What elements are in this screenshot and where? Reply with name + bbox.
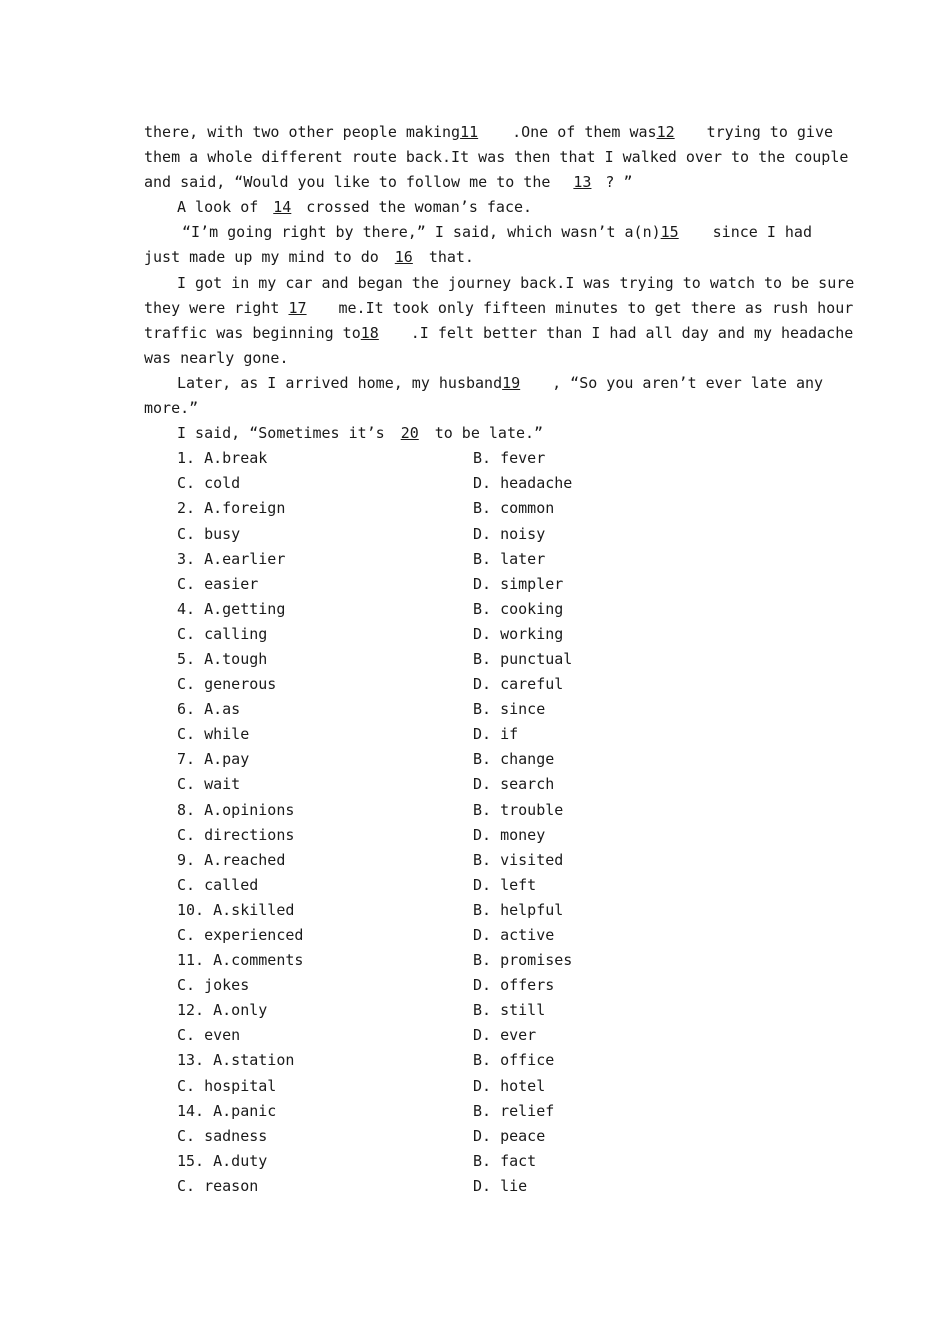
passage-text: to be late.” — [434, 424, 544, 443]
passage-text: , “So you aren’t ever late any — [552, 373, 824, 392]
blank-19: 19 — [502, 373, 521, 392]
option-left: 1. A.break — [177, 449, 268, 468]
option-right: B. trouble — [473, 800, 564, 819]
option-right: B. common — [473, 499, 555, 518]
option-row — [144, 446, 806, 471]
option-right: B. promises — [473, 951, 573, 970]
option-right: D. careful — [473, 675, 564, 694]
option-left: C. calling — [177, 624, 268, 643]
option-left: C. while — [177, 725, 250, 744]
blank-14: 14 — [273, 198, 292, 217]
passage-text: Later, as I arrived home, my husband — [177, 373, 503, 392]
passage-text: trying to give — [706, 123, 834, 141]
passage-text: and said, “Would you like to follow me to the — [144, 173, 560, 192]
passage-text: I said, “Sometimes it’s — [177, 424, 385, 443]
option-right: D. left — [473, 875, 537, 894]
passage-line — [144, 195, 806, 220]
option-left: C. even — [177, 1026, 241, 1045]
passage-text: me.It took only fifteen minutes to get there as rush hour — [338, 298, 854, 317]
option-row — [144, 1048, 806, 1073]
option-right: B. still — [473, 1001, 546, 1020]
option-row — [144, 647, 806, 672]
option-right: B. change — [473, 750, 555, 769]
option-row — [144, 1174, 806, 1199]
option-left: 14. A.panic — [177, 1101, 277, 1120]
passage-text: just made up my mind to do — [144, 248, 379, 267]
passage-text: since I had — [712, 223, 812, 242]
passage-line — [144, 371, 824, 396]
option-row — [144, 948, 806, 973]
option-right: D. noisy — [473, 524, 546, 543]
option-right: D. lie — [473, 1176, 528, 1195]
option-row — [144, 1099, 806, 1124]
option-right: B. later — [473, 549, 546, 568]
blank-12: 12 — [656, 123, 675, 141]
option-right: D. if — [473, 725, 519, 744]
option-right: B. helpful — [473, 900, 564, 919]
passage-line — [144, 170, 806, 195]
option-right: B. fever — [473, 449, 546, 468]
option-row — [144, 823, 806, 848]
option-right: B. punctual — [473, 649, 573, 668]
blank-17: 17 — [288, 298, 307, 317]
option-left: C. cold — [177, 474, 241, 493]
option-left: 9. A.reached — [177, 850, 286, 869]
option-row — [144, 622, 806, 647]
option-right: B. cooking — [473, 599, 564, 618]
passage-line — [144, 321, 854, 346]
option-row — [144, 471, 806, 496]
option-right: B. fact — [473, 1151, 537, 1170]
option-right: D. working — [473, 624, 564, 643]
passage-line — [144, 245, 806, 270]
blank-16: 16 — [394, 248, 413, 267]
passage-text: that. — [428, 248, 474, 267]
option-row — [144, 572, 806, 597]
blank-11: 11 — [460, 123, 479, 141]
passage-text: they were right — [144, 298, 289, 317]
option-left: 10. A.skilled — [177, 900, 295, 919]
option-left: 6. A.as — [177, 700, 241, 719]
passage-line: them a whole different route back.It was then that I walked over to the couple — [144, 148, 849, 167]
passage-text: A look of — [177, 198, 259, 217]
passage-text: traffic was beginning to — [144, 323, 361, 342]
option-left: C. sadness — [177, 1126, 268, 1145]
passage-text: there, with two other people making — [144, 123, 461, 141]
option-row — [144, 1023, 806, 1048]
passage-line — [144, 120, 834, 145]
option-left: C. wait — [177, 775, 241, 794]
blank-13: 13 — [573, 173, 592, 192]
passage-text: .I felt better than I had all day and my headache — [410, 323, 854, 342]
option-right: D. search — [473, 775, 555, 794]
option-left: 3. A.earlier — [177, 549, 286, 568]
option-row — [144, 923, 806, 948]
option-row — [144, 798, 806, 823]
option-left: 15. A.duty — [177, 1151, 268, 1170]
option-row — [144, 772, 806, 797]
option-row — [144, 1074, 806, 1099]
option-left: 7. A.pay — [177, 750, 250, 769]
option-row — [144, 697, 806, 722]
option-left: 2. A.foreign — [177, 499, 286, 518]
option-row — [144, 848, 806, 873]
passage-line: I got in my car and began the journey back.I was trying to watch to be sure — [177, 273, 855, 292]
option-row — [144, 672, 806, 697]
option-row — [144, 722, 806, 747]
option-left: C. reason — [177, 1176, 259, 1195]
option-row — [144, 496, 806, 521]
passage-text: “I’m going right by there,” I said, which wasn’t a(n) — [182, 223, 661, 242]
option-left: 13. A.station — [177, 1051, 295, 1070]
blank-15: 15 — [660, 223, 679, 242]
passage-text: ? ” — [605, 173, 633, 192]
option-row — [144, 522, 806, 547]
option-row — [144, 1124, 806, 1149]
option-row — [144, 1149, 806, 1174]
option-right: B. relief — [473, 1101, 555, 1120]
option-row — [144, 597, 806, 622]
passage-text: .One of them was — [512, 123, 657, 141]
option-left: C. directions — [177, 825, 295, 844]
option-row — [144, 998, 806, 1023]
option-row — [144, 873, 806, 898]
option-right: B. visited — [473, 850, 564, 869]
passage-line — [144, 421, 806, 446]
answer-options — [144, 446, 806, 1199]
option-row — [144, 898, 806, 923]
option-row — [144, 547, 806, 572]
passage-line: was nearly gone. — [144, 348, 289, 367]
blank-18: 18 — [360, 323, 379, 342]
blank-20: 20 — [400, 424, 419, 443]
option-right: D. active — [473, 926, 555, 944]
option-left: 4. A.getting — [177, 599, 286, 618]
option-left: C. jokes — [177, 976, 250, 995]
option-right: D. ever — [473, 1026, 537, 1045]
option-row — [144, 973, 806, 998]
option-right: D. money — [473, 825, 546, 844]
option-left: C. hospital — [177, 1076, 277, 1095]
option-left: 8. A.opinions — [177, 800, 295, 819]
option-left: 5. A.tough — [177, 649, 268, 668]
passage-text: crossed the woman’s face. — [306, 198, 533, 217]
option-left: C. generous — [177, 675, 277, 694]
option-left: C. easier — [177, 574, 259, 593]
passage-line — [144, 296, 854, 321]
option-right: D. headache — [473, 474, 573, 493]
option-right: D. simpler — [473, 574, 564, 593]
option-right: D. peace — [473, 1126, 546, 1145]
option-right: D. offers — [473, 976, 555, 995]
option-left: 11. A.comments — [177, 951, 304, 970]
option-right: B. since — [473, 700, 546, 719]
passage-line — [144, 220, 812, 245]
option-left: C. experienced — [177, 926, 304, 944]
option-right: B. office — [473, 1051, 555, 1070]
option-left: 12. A.only — [177, 1001, 268, 1020]
passage-line: more.” — [144, 399, 199, 418]
document-page — [144, 120, 855, 1199]
option-row — [144, 747, 806, 772]
option-left: C. called — [177, 875, 259, 894]
option-left: C. busy — [177, 524, 241, 543]
option-right: D. hotel — [473, 1076, 546, 1095]
